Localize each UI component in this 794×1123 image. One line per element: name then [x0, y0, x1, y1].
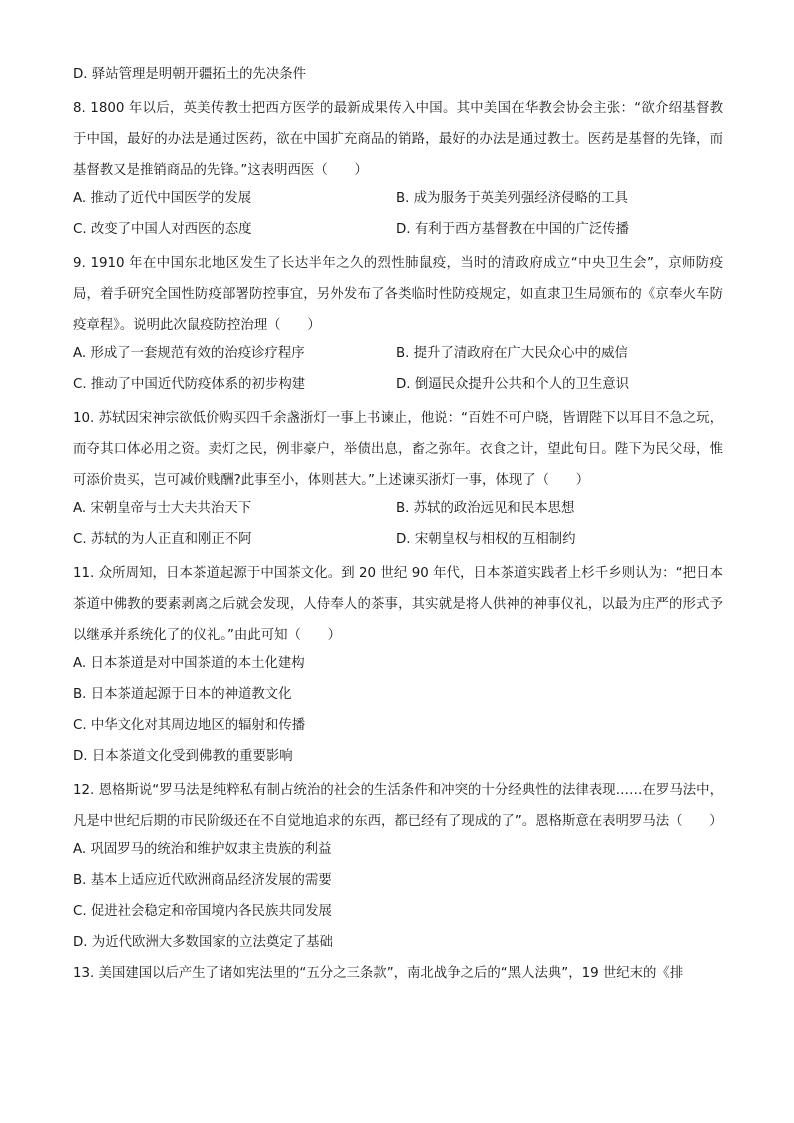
q8-option-a: A. 推动了近代中国医学的发展 [73, 191, 252, 206]
exam-page [73, 62, 723, 992]
q10-stem: 10. 苏轼因宋神宗欲低价购买四千余盏浙灯一事上书谏止，他说：“百姓不可户晓，皆谓陛下以耳目不急之玩，而夺其口体必用之资。卖灯之民，例非豪户，举债出息，畜之弥年。衣食之计，望此旬日。陛下为民父母，惟可添价贵买，岂可减价贱酬?此事至小，体则甚大。”上述谏买浙灯一事，体现了（ ） [73, 411, 723, 488]
q9-options-row-2 [73, 372, 723, 403]
q13-stem: 13. 美国建国以后产生了诸如宪法里的“五分之三条款”，南北战争之后的“黑人法典”，19 世纪末的《排 [73, 966, 684, 981]
q11-option-b: B. 日本茶道起源于日本的神道教文化 [73, 687, 292, 702]
q11-option-a: A. 日本茶道是对中国茶道的本土化建构 [73, 656, 305, 671]
q8-option-c: C. 改变了中国人对西医的态度 [73, 222, 252, 237]
q11-option-c: C. 中华文化对其周边地区的辐射和传播 [73, 718, 306, 733]
q9-option-d: D. 倒逼民众提升公共和个人的卫生意识 [396, 377, 630, 392]
q9-option-c: C. 推动了中国近代防疫体系的初步构建 [73, 377, 306, 392]
q10-option-d: D. 宋朝皇权与相权的互相制约 [396, 532, 576, 547]
q12-option-d: D. 为近代欧洲大多数国家的立法奠定了基础 [73, 935, 333, 950]
q10-option-c: C. 苏轼的为人正直和刚正不阿 [73, 532, 252, 547]
q12-option-a: A. 巩固罗马的统治和维护奴隶主贵族的利益 [73, 842, 332, 857]
q12-stem: 12. 恩格斯说“罗马法是纯粹私有制占统治的社会的生活条件和冲突的十分经典性的法律表现……在罗马法中，凡是中世纪后期的市民阶级还在不自觉地追求的东西，都已经有了现成的了”。恩格斯意在表明罗马法（ ） [73, 783, 723, 829]
q8-options-row-1 [73, 186, 723, 217]
q7-option-d: D. 驿站管理是明朝开疆拓土的先决条件 [73, 67, 307, 82]
q9-stem: 9. 1910 年在中国东北地区发生了长达半年之久的烈性肺鼠疫，当时的清政府成立“中央卫生会”，京师防疫局，着手研究全国性防疫部署防控事宜，另外发布了各类临时性防疫规定，如直隶卫生局颁布的《京奉火车防疫章程》。说明此次鼠疫防控治理（ ） [73, 256, 723, 333]
q10-option-b: B. 苏轼的政治远见和民本思想 [396, 501, 575, 516]
q9-options-row-1 [73, 341, 723, 372]
q11-stem: 11. 众所周知，日本茶道起源于中国茶文化。到 20 世纪 90 年代，日本茶道实践者上杉千乡则认为：“把日本茶道中佛教的要素剥离之后就会发现，人侍奉人的茶事，其实就是将人供神的神事仪礼，以最为庄严的形式予以继承并系统化了的仪礼。”由此可知（ ） [73, 566, 723, 643]
q8-option-d: D. 有利于西方基督教在中国的广泛传播 [396, 222, 630, 237]
q10-options-row-1 [73, 496, 723, 527]
q10-options-row-2 [73, 527, 723, 558]
q8-stem: 8. 1800 年以后，英美传教士把西方医学的最新成果传入中国。其中美国在华教会协会主张：“欲介绍基督教于中国，最好的办法是通过医药，欲在中国扩充商品的销路，最好的办法是通过教士。医药是基督的先锋，而基督教又是推销商品的先锋。”这表明西医（ ） [73, 101, 723, 178]
q9-option-b: B. 提升了清政府在广大民众心中的威信 [396, 346, 628, 361]
q12-option-b: B. 基本上适应近代欧洲商品经济发展的需要 [73, 873, 332, 888]
q10-option-a: A. 宋朝皇帝与士大夫共治天下 [73, 501, 252, 516]
q9-option-a: A. 形成了一套规范有效的治疫诊疗程序 [73, 346, 305, 361]
q12-option-c: C. 促进社会稳定和帝国境内各民族共同发展 [73, 904, 332, 919]
q11-option-d: D. 日本茶道文化受到佛教的重要影响 [73, 749, 293, 764]
q8-option-b: B. 成为服务于英美列强经济侵略的工具 [396, 191, 628, 206]
q8-options-row-2 [73, 217, 723, 248]
